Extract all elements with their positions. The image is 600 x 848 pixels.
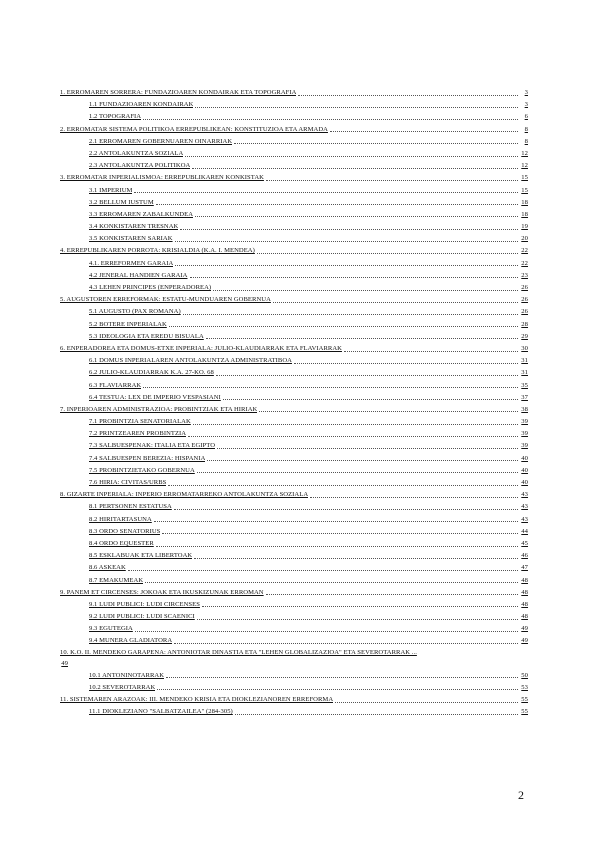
toc-leader-dots: [195, 214, 518, 217]
toc-entry-page: 19: [521, 223, 528, 231]
toc-entry-title: 3. ERROMATAR INPERIALISMOA: ERREPUBLIKAREN KONKISTAK: [60, 174, 264, 182]
toc-entry-title: 3.5 KONKISTAREN SARIAK: [89, 235, 173, 243]
toc-entry[interactable]: [60, 550, 528, 562]
toc-entry[interactable]: [60, 209, 528, 221]
toc-entry-title: 8.1 PERTSONEN ESTATUSA: [89, 503, 172, 511]
toc-entry-title: 5.1 AUGUSTO (PAX ROMANA): [89, 308, 181, 316]
toc-leader-dots: [207, 458, 518, 461]
toc-leader-dots: [259, 409, 518, 412]
toc-entry-page: 39: [521, 418, 528, 426]
toc-entry-page: 3: [524, 101, 528, 109]
toc-leader-dots: [175, 263, 518, 266]
toc-leader-dots: [195, 105, 518, 108]
toc-entry-page: 37: [521, 393, 528, 401]
toc-entry-title: 7.5 PROBINTZIETAKO GOBERNUA: [89, 466, 195, 474]
toc-entry[interactable]: [60, 514, 528, 526]
toc-entry-title: 8.3 ORDO SENATORIUS: [89, 527, 161, 535]
toc-leader-dots: [185, 154, 518, 157]
toc-entry-title: 8.7 EMAKUMEAK: [89, 576, 144, 584]
toc-entry[interactable]: [60, 587, 528, 599]
toc-entry-page: 26: [521, 308, 528, 316]
toc-entry-title: 1.2 TOPOGRAFIA: [89, 113, 142, 121]
toc-leader-dots: [257, 251, 518, 254]
toc-entry[interactable]: [60, 440, 528, 452]
toc-leader-dots: [143, 385, 518, 388]
toc-entry[interactable]: [60, 526, 528, 538]
toc-entry[interactable]: [60, 635, 528, 647]
toc-entry-page: 12: [521, 162, 528, 170]
toc-entry[interactable]: [60, 367, 528, 379]
toc-entry-page: 39: [521, 442, 528, 450]
toc-leader-dots: [217, 446, 518, 449]
toc-leader-dots: [197, 470, 518, 473]
toc-entry-title: 6.4 TESTUA: LEX DE IMPERIO VESPASIANI: [89, 393, 221, 401]
toc-entry-title: 6. ENPERADOREA ETA DOMUS-ETXE INPERIALA: JULIO-KLAUDIARRAK ETA FLAVIARRAK: [60, 344, 342, 352]
toc-entry-page: 44: [521, 527, 528, 535]
toc-entry-page: 20: [521, 235, 528, 243]
toc-entry[interactable]: [60, 245, 528, 257]
toc-entry[interactable]: [60, 648, 528, 670]
toc-leader-dots: [145, 580, 518, 583]
toc-entry[interactable]: [60, 501, 528, 513]
toc-entry-page: 49: [61, 659, 68, 667]
toc-entry-title: 8.6 ASKEAK: [89, 564, 126, 572]
toc-entry-page: 31: [521, 369, 528, 377]
toc-entry-page: 38: [521, 405, 528, 413]
toc-leader-dots: [330, 129, 518, 132]
toc-entry[interactable]: [60, 428, 528, 440]
toc-entry-page: 23: [521, 271, 528, 279]
toc-entry[interactable]: [60, 270, 528, 282]
toc-entry-page: 48: [521, 613, 528, 621]
toc-entry-page: 43: [521, 503, 528, 511]
toc-entry-title: 3.3 ERROMAREN ZABALKUNDEA: [89, 210, 194, 218]
toc-entry-page: 15: [521, 174, 528, 182]
toc-leader-dots: [188, 434, 518, 437]
toc-entry-title: 7.1 PROBINTZIA SENATORIALAK: [89, 418, 191, 426]
toc-entry-page: 43: [521, 515, 528, 523]
toc-entry-page: 45: [521, 539, 528, 547]
toc-leader-dots: [194, 556, 518, 559]
toc-leader-dots: [156, 544, 518, 547]
toc-entry-title: 9.4 MUNERA GLADIATORA: [89, 637, 173, 645]
toc-entry-page: 55: [521, 696, 528, 703]
toc-entry-title: 9. PANEM ET CIRCENSES: JOKOAK ETA IKUSKIZUNAK ERROMAN: [60, 588, 264, 596]
toc-leader-dots: [235, 712, 518, 715]
toc-entry-page: 50: [521, 671, 528, 679]
toc-entry-page: 47: [521, 564, 528, 572]
toc-entry[interactable]: [60, 233, 528, 245]
toc-entry-title: 7.3 SALBUESPENAK: ITALIA ETA EGIPTO: [89, 442, 216, 450]
toc-entry-title: 3.1 IMPERIUM: [89, 186, 133, 194]
toc-entry-page: 49: [521, 625, 528, 633]
toc-entry[interactable]: [60, 538, 528, 550]
toc-entry[interactable]: [60, 489, 528, 501]
toc-entry[interactable]: [60, 623, 528, 635]
toc-leader-dots: [143, 117, 518, 120]
toc-entry[interactable]: [60, 172, 528, 184]
toc-entry-page: 15: [521, 186, 528, 194]
toc-leader-dots: [298, 93, 518, 96]
toc-entry[interactable]: [60, 453, 528, 465]
toc-entry-page: 26: [521, 284, 528, 291]
toc-leader-dots: [192, 166, 518, 169]
toc-leader-dots: [157, 687, 518, 690]
toc-entry[interactable]: [60, 392, 528, 404]
toc-entry-page: 39: [521, 430, 528, 438]
toc-leader-dots: [175, 239, 518, 242]
toc-entry[interactable]: [60, 294, 528, 306]
toc-leader-dots: [183, 312, 518, 315]
toc-leader-dots: [168, 483, 518, 486]
toc-entry-page: 30: [521, 344, 528, 352]
toc-leader-dots: [213, 288, 518, 291]
toc-entry-title: 6.3 FLAVIARRAK: [89, 381, 142, 389]
toc-entry-title: 7.2 PRINTZEAREN PROBINTZIA: [89, 430, 187, 438]
toc-entry-title: 10.2 SEVEROTARRAK: [89, 683, 156, 691]
toc-leader-dots: [128, 568, 518, 571]
toc-entry-title: 6.2 JULIO-KLAUDIARRAK K.A. 27-KO. 68: [89, 369, 214, 377]
toc-entry-page: 31: [521, 357, 528, 365]
toc-leader-dots: [156, 202, 518, 205]
toc-entry[interactable]: [60, 331, 528, 343]
toc-entry-title: 2. ERROMATAR SISTEMA POLITIKOA ERREPUBLIKEAN: KONSTITUZIOA ETA ARMADA: [60, 125, 328, 133]
toc-entry[interactable]: [60, 99, 528, 111]
toc-entry-page: 6: [524, 113, 528, 121]
toc-leader-dots: [266, 592, 518, 595]
toc-entry[interactable]: [60, 611, 528, 623]
toc-leader-dots: [223, 397, 518, 400]
toc-entry-title: 2.2 ANTOLAKUNTZA SOZIALA: [89, 149, 184, 157]
toc-entry[interactable]: [60, 319, 528, 331]
toc-entry-page: 48: [521, 588, 528, 596]
toc-entry[interactable]: [60, 185, 528, 197]
toc-entry[interactable]: [60, 670, 528, 682]
toc-leader-dots: [169, 324, 518, 327]
toc-entry-title: 8.5 ESKLABUAK ETA LIBERTOAK: [89, 552, 193, 560]
toc-entry-page: 49: [521, 637, 528, 645]
toc-entry-page: 40: [521, 466, 528, 474]
toc-leader-dots: [174, 507, 518, 510]
toc-entry-page: 48: [521, 600, 528, 608]
toc-entry[interactable]: [60, 221, 528, 233]
toc-entry[interactable]: [60, 160, 528, 172]
toc-entry[interactable]: [60, 124, 528, 136]
toc-entry[interactable]: [60, 148, 528, 160]
toc-entry[interactable]: [60, 706, 528, 718]
toc-entry-title: 4.1. ERREFORMEN GARAIA: [89, 259, 174, 267]
toc-entry-title: 7.6 HIRIA: CIVITAS/URBS: [89, 479, 167, 486]
toc-entry-title: 9.1 LUDI PUBLICI: LUDI CIRCENSES: [89, 600, 200, 608]
toc-entry-page: 18: [521, 198, 528, 206]
toc-entry[interactable]: [60, 136, 528, 148]
toc-entry-title: 8.4 ORDO EQUESTER: [89, 539, 154, 547]
toc-entry[interactable]: [60, 111, 528, 123]
toc-entry-page: 26: [521, 296, 528, 304]
toc-entry-title: 11. SISTEMAREN ARAZOAK: III. MENDEKO KRISIA ETA DIOKLEZIANOREN ERREFORMA: [60, 696, 334, 703]
toc-leader-dots: [174, 641, 518, 644]
toc-entry-title: 4. ERREPUBLIKAREN PORROTA: KRISIALDIA (K.A. I. MENDEA): [60, 247, 255, 255]
toc-entry[interactable]: [60, 575, 528, 587]
table-of-contents: [60, 87, 528, 718]
toc-leader-dots: [154, 519, 518, 522]
toc-entry-title: 3.2 BELLUM IUSTUM: [89, 198, 154, 206]
toc-entry-title: 5.3 IDEOLOGIA ETA EREDU BISUALA: [89, 332, 204, 340]
toc-leader-dots: [202, 604, 518, 607]
toc-leader-dots: [266, 178, 518, 181]
toc-entry-page: 46: [521, 552, 528, 560]
toc-entry-title: 3.4 KONKISTAREN TRESNAK: [89, 223, 179, 231]
toc-entry[interactable]: [60, 87, 528, 99]
toc-entry[interactable]: [60, 694, 528, 706]
toc-entry-page: 40: [521, 454, 528, 462]
toc-entry-title: 11.1 DIOKLEZIANO "SALBATZAILEA" (284-305): [89, 708, 233, 716]
toc-entry-title: 6.1 DOMUS INPERIALAREN ANTOLAKUNTZA ADMINISTRATIBOA: [89, 357, 292, 365]
toc-entry-page: 22: [521, 247, 528, 255]
toc-leader-dots: [206, 336, 518, 339]
toc-entry-page: 12: [521, 149, 528, 157]
toc-entry-title: 5.2 BOTERE INPERIALAK: [89, 320, 167, 328]
toc-entry-title: 4.2 JENERAL HANDIEN GARAIA: [89, 271, 188, 279]
toc-entry-page: 43: [521, 491, 528, 499]
toc-entry-title: 1. ERROMAREN SORRERA: FUNDAZIOAREN KONDAIRAK ETA TOPOGRAFIA: [60, 89, 297, 96]
toc-entry-title: 4.3 LEHEN PRINCIPES (ENPERADOREA): [89, 284, 212, 291]
toc-entry-title: 7. INPERIOAREN ADMINISTRAZIOA: PROBINTZIAK ETA HIRIAK: [60, 405, 258, 413]
toc-leader-dots: [166, 675, 518, 678]
toc-leader-dots: [162, 531, 518, 534]
toc-leader-dots: [190, 275, 519, 278]
toc-entry-title: 9.2 LUDI PUBLICI: LUDI SCAENICI: [89, 613, 195, 621]
toc-entry-title: 10.1 ANTONINOTARRAK: [89, 671, 165, 679]
toc-entry[interactable]: [60, 416, 528, 428]
toc-leader-dots: [294, 361, 518, 364]
toc-entry[interactable]: [60, 380, 528, 392]
toc-entry-title: 1.1 FUNDAZIOAREN KONDAIRAK: [89, 101, 194, 109]
toc-entry-title: 2.3 ANTOLAKUNTZA POLITIKOA: [89, 162, 191, 170]
toc-entry-page: 8: [524, 137, 528, 145]
toc-leader-dots: [197, 617, 518, 620]
toc-entry[interactable]: [60, 258, 528, 270]
toc-entry[interactable]: [60, 355, 528, 367]
toc-entry[interactable]: [60, 306, 528, 318]
toc-entry[interactable]: [60, 197, 528, 209]
toc-entry-page: 22: [521, 259, 528, 267]
toc-entry[interactable]: [60, 343, 528, 355]
toc-entry-title: 8.2 HIRITARTASUNA: [89, 515, 152, 523]
toc-leader-dots: [193, 422, 518, 425]
toc-leader-dots: [180, 227, 518, 230]
toc-entry-title: 2.1 ERROMAREN GOBERNUAREN OINARRIAK: [89, 137, 233, 145]
toc-leader-dots: [216, 373, 518, 376]
toc-entry-page: 35: [521, 381, 528, 389]
toc-entry[interactable]: [60, 404, 528, 416]
toc-entry-page: 28: [521, 320, 528, 328]
toc-leader-dots: [234, 141, 518, 144]
toc-entry[interactable]: [60, 599, 528, 611]
toc-entry-page: 18: [521, 210, 528, 218]
page-number: 2: [518, 788, 524, 802]
toc-leader-dots: [335, 700, 518, 703]
toc-leader-dots: [344, 349, 518, 352]
toc-entry-title: 10. K.O. II. MENDEKO GARAPENA: ANTONIOTAR DINASTIA ETA "LEHEN GLOBALIZAZIOA" ETA SEVEROTARRAK ...: [60, 648, 417, 656]
toc-entry-page: 55: [521, 708, 528, 716]
toc-leader-dots: [134, 190, 518, 193]
toc-entry[interactable]: [60, 477, 528, 489]
toc-entry-page: 40: [521, 479, 528, 486]
toc-entry-page: 8: [524, 125, 528, 133]
toc-entry-page: 3: [524, 89, 528, 96]
toc-entry[interactable]: [60, 682, 528, 694]
toc-entry-title: 9.3 EGUTEGIA: [89, 625, 133, 633]
toc-entry-title: 8. GIZARTE INPERIALA: INPERIO ERROMATARREKO ANTOLAKUNTZA SOZIALA: [60, 491, 309, 499]
toc-entry-title: 5. AUGUSTOREN ERREFORMAK: ESTATU-MUNDUAREN GOBERNUA: [60, 296, 271, 304]
toc-entry-page: 29: [521, 332, 528, 340]
toc-entry-page: 53: [521, 683, 528, 691]
toc-entry-page: 48: [521, 576, 528, 584]
toc-entry[interactable]: [60, 562, 528, 574]
toc-entry-title: 7.4 SALBUESPEN BEREZIA: HISPANIA: [89, 454, 206, 462]
toc-leader-dots: [273, 300, 518, 303]
toc-entry[interactable]: [60, 465, 528, 477]
toc-leader-dots: [310, 495, 518, 498]
toc-leader-dots: [135, 629, 518, 632]
toc-entry[interactable]: [60, 282, 528, 294]
